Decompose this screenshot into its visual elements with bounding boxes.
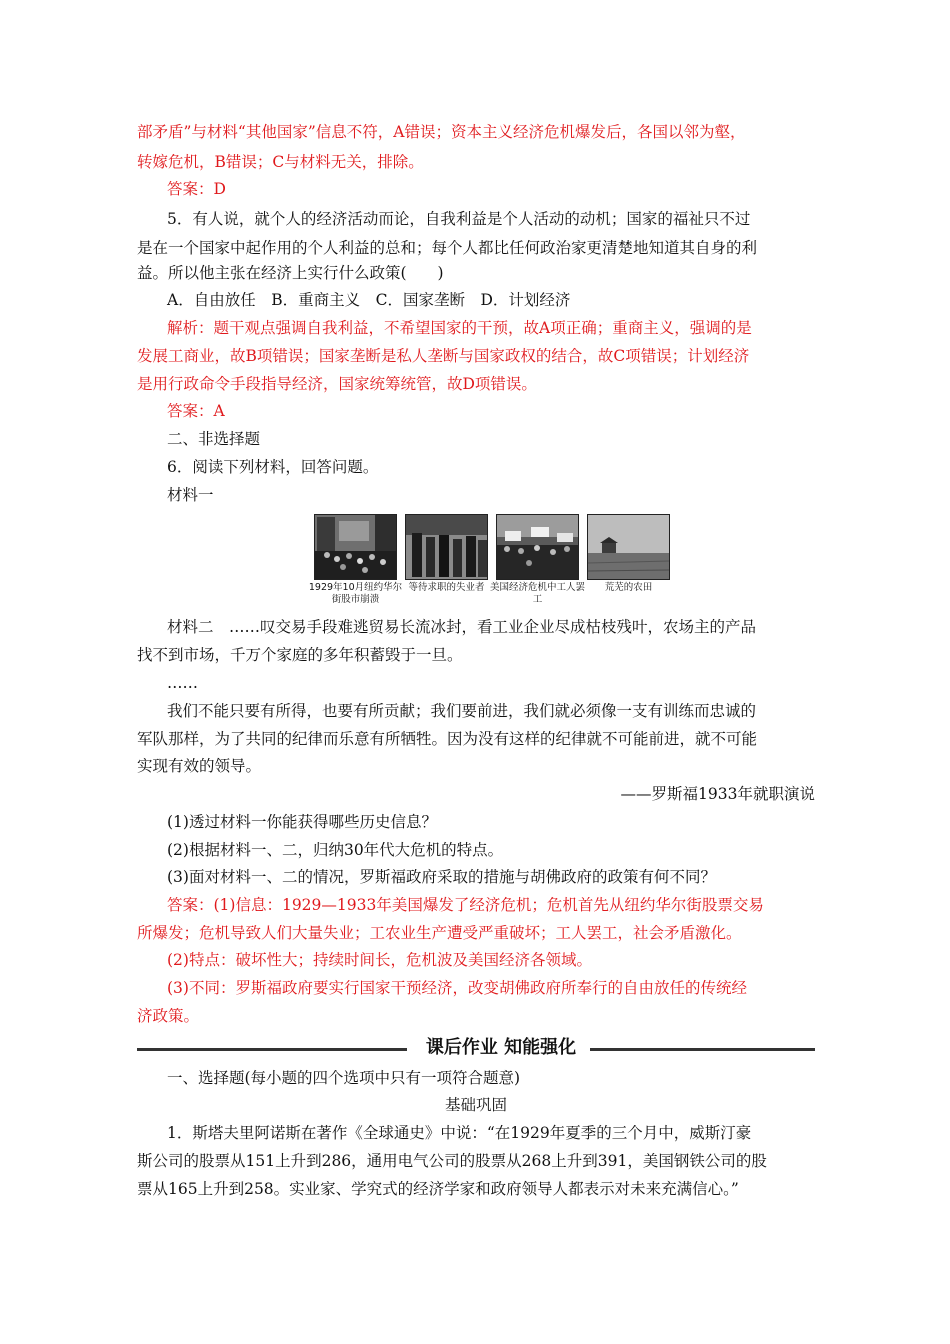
subsection-heading: 基础巩固 — [444, 1096, 507, 1114]
section-heading: 一、选择题(每小题的四个选项中只有一项符合题意) — [167, 1069, 521, 1087]
analysis-text: 发展工商业，故B项错误；国家垄断是私人垄断与国家政权的结合，故C项错误；计划经济 — [137, 347, 750, 365]
photo-figure — [405, 514, 488, 610]
question-text: 是在一个国家中起作用的个人利益的总和；每个人都比任何政治家更清楚地知道其自身的利 — [137, 239, 758, 257]
question-text: 6．阅读下列材料，回答问题。 — [167, 458, 379, 476]
banner-title: 课后作业 知能强化 — [425, 1037, 577, 1058]
material-text: 军队那样，为了共同的纪律而乐意有所牺牲。因为没有这样的纪律就不可能前进，就不可能 — [137, 730, 758, 748]
answer-label: 答案：A — [167, 402, 225, 420]
answer-text: (2)特点：破坏性大；持续时间长，危机波及美国经济各领域。 — [167, 951, 592, 969]
photo-caption: 1929年10月纽约华尔街股市崩溃 — [308, 582, 403, 605]
crowd-photo — [314, 514, 397, 580]
banner-rule-right — [590, 1048, 815, 1051]
question-text: 斯公司的股票从151上升到286，通用电气公司的股票从268上升到391，美国钢铁公司的股 — [137, 1152, 767, 1170]
photo-caption: 美国经济危机中工人罢工 — [490, 582, 586, 605]
photo-figure — [490, 514, 586, 610]
farm-photo — [587, 514, 670, 580]
question-options: A．自由放任 B．重商主义 C．国家垄断 D．计划经济 — [167, 291, 571, 309]
sub-question: (3)面对材料一、二的情况，罗斯福政府采取的措施与胡佛政府的政策有何不同？ — [167, 868, 716, 886]
analysis-text: 转嫁危机，B错误；C与材料无关，排除。 — [137, 153, 424, 171]
question-text: 票从165上升到258。实业家、学究式的经济学家和政府领导人都表示对未来充满信心。” — [137, 1180, 739, 1198]
section-heading: 二、非选择题 — [167, 430, 261, 448]
material-text: 我们不能只要有所得，也要有所贡献；我们要前进，我们就必须像一支有训练而忠诚的 — [167, 702, 757, 720]
material-text: 实现有效的领导。 — [137, 757, 262, 775]
analysis-text: 解析：题干观点强调自我利益，不希望国家的干预，故A项正确；重商主义，强调的是 — [167, 319, 752, 337]
analysis-text: 部矛盾”与材料“其他国家”信息不符，A错误；资本主义经济危机爆发后，各国以邻为壑， — [137, 123, 746, 141]
material-text: 材料二 ……叹交易手段难逃贸易长流冰封，看工业企业尽成枯枝残叶，农场主的产品 — [167, 618, 757, 636]
analysis-text: 是用行政命令手段指导经济，国家统筹统管，故D项错误。 — [137, 375, 537, 393]
answer-text: 答案：(1)信息：1929—1933年美国爆发了经济危机；危机首先从纽约华尔街股票交易 — [167, 896, 764, 914]
sub-question: (1)透过材料一你能获得哪些历史信息？ — [167, 813, 437, 831]
photo-caption: 等待求职的失业者 — [408, 582, 485, 593]
sub-question: (2)根据材料一、二，归纳30年代大危机的特点。 — [167, 841, 504, 859]
material-photo-strip — [308, 514, 672, 610]
photo-figure — [308, 514, 403, 610]
ellipsis: …… — [167, 674, 198, 692]
queue-photo — [405, 514, 488, 580]
question-text: 5．有人说，就个人的经济活动而论，自我利益是个人活动的动机；国家的福祉只不过 — [167, 210, 751, 228]
material-text: 找不到市场，千万个家庭的多年积蓄毁于一旦。 — [137, 646, 463, 664]
strike-photo — [496, 514, 579, 580]
answer-label: 答案：D — [167, 180, 226, 198]
photo-caption: 荒芜的农田 — [604, 582, 653, 593]
answer-text: (3)不同：罗斯福政府要实行国家干预经济，改变胡佛政府所奉行的自由放任的传统经 — [167, 979, 747, 997]
section-banner — [137, 1037, 815, 1059]
question-text: 益。所以他主张在经济上实行什么政策( ) — [137, 264, 444, 282]
photo-figure — [587, 514, 670, 610]
banner-rule-left — [137, 1048, 407, 1051]
answer-text: 所爆发；危机导致人们大量失业；工农业生产遭受严重破坏；工人罢工，社会矛盾激化。 — [137, 924, 742, 942]
answer-text: 济政策。 — [137, 1007, 200, 1025]
source-attribution: ——罗斯福1933年就职演说 — [620, 785, 815, 803]
question-text: 1．斯塔夫里阿诺斯在著作《全球通史》中说：“在1929年夏季的三个月中，威斯汀豪 — [167, 1124, 752, 1142]
material-label: 材料一 — [167, 486, 214, 504]
